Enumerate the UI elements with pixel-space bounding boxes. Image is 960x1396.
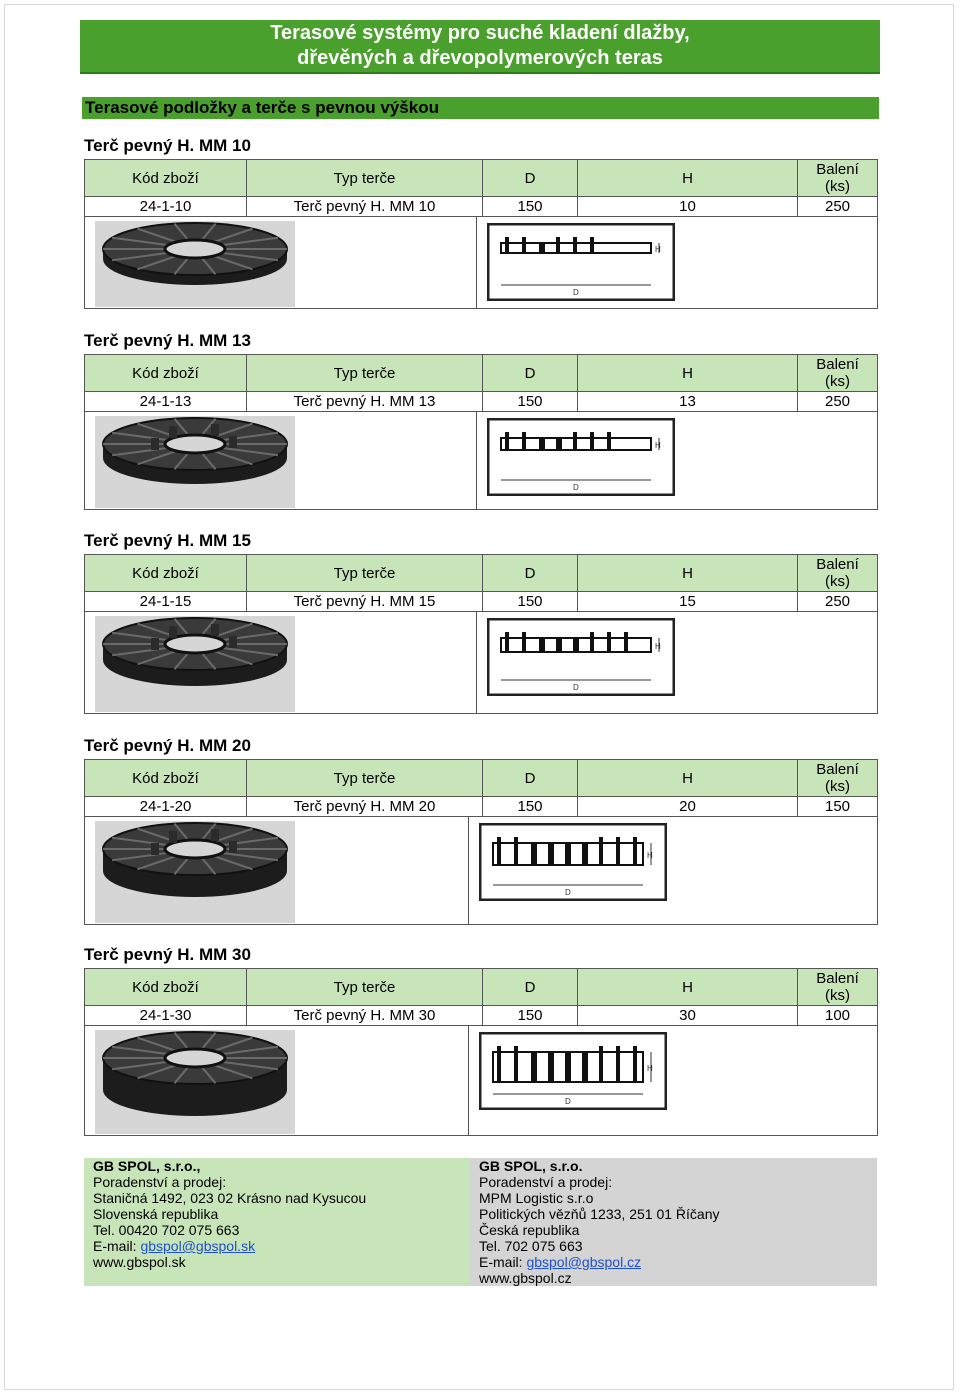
d-dimension-label: D — [573, 483, 579, 492]
cell-pack: 250 — [798, 592, 878, 612]
technical-drawing-cell — [469, 1026, 877, 1135]
pack-unit: (ks) — [825, 987, 850, 1004]
column-header-type: Typ terče — [247, 160, 483, 197]
category-banner: Terasové podložky a terče s pevnou výškou — [82, 97, 879, 119]
section-title: Terč pevný H. MM 20 — [84, 736, 251, 755]
cell-d: 150 — [483, 392, 578, 412]
d-dimension-label: D — [573, 683, 579, 692]
pack-unit: (ks) — [825, 573, 850, 590]
technical-drawing-cell — [477, 612, 877, 713]
contact-slovakia — [84, 1158, 470, 1286]
column-header-d: D — [483, 969, 578, 1006]
column-header-h: H — [578, 555, 798, 592]
column-header-type: Typ terče — [247, 355, 483, 392]
pack-label: Balení — [816, 356, 859, 373]
cell-code: 24-1-10 — [85, 197, 247, 217]
cell-pack: 250 — [798, 392, 878, 412]
contact-country: Česká republika — [479, 1222, 580, 1238]
cell-pack: 100 — [798, 1006, 878, 1026]
column-header-h: H — [578, 760, 798, 797]
cell-code: 24-1-15 — [85, 592, 247, 612]
contact-czech — [470, 1158, 877, 1286]
table-row — [85, 392, 878, 412]
column-header-code: Kód zboží — [85, 355, 247, 392]
table-header-row — [85, 555, 878, 592]
contact-website[interactable]: www.gbspol.cz — [479, 1270, 572, 1286]
table-row — [85, 1006, 878, 1026]
image-row — [84, 612, 878, 714]
technical-drawing-cell — [477, 412, 877, 509]
h-dimension-label: H — [655, 642, 661, 651]
product-section — [84, 135, 878, 309]
pedestal-photo — [95, 1030, 295, 1134]
product-section — [84, 735, 878, 925]
product-photo-cell — [85, 817, 469, 924]
column-header-pack — [798, 160, 878, 197]
pack-label: Balení — [816, 761, 859, 778]
cell-d: 150 — [483, 592, 578, 612]
column-header-h: H — [578, 355, 798, 392]
cell-h: 10 — [578, 197, 798, 217]
section-title: Terč pevný H. MM 15 — [84, 531, 251, 550]
contact-phone: Tel. 702 075 663 — [479, 1238, 583, 1254]
table-header-row — [85, 355, 878, 392]
contact-line: Poradenství a prodej: — [479, 1174, 613, 1190]
cell-type: Terč pevný H. MM 30 — [247, 1006, 483, 1026]
column-header-type: Typ terče — [247, 760, 483, 797]
pack-label: Balení — [816, 556, 859, 573]
image-row — [84, 217, 878, 309]
technical-drawing-cell — [469, 817, 877, 924]
pedestal-photo — [95, 416, 295, 508]
column-header-h: H — [578, 160, 798, 197]
contact-address: Staničná 1492, 023 02 Krásno nad Kysucou — [93, 1190, 367, 1206]
email-link[interactable]: gbspol@gbspol.cz — [526, 1254, 642, 1270]
email-label: E-mail: — [93, 1238, 141, 1254]
h-dimension-label: H — [647, 1064, 653, 1073]
section-title: Terč pevný H. MM 30 — [84, 945, 251, 964]
product-table — [84, 554, 878, 612]
column-header-pack — [798, 555, 878, 592]
cell-h: 15 — [578, 592, 798, 612]
column-header-type: Typ terče — [247, 555, 483, 592]
table-header-row — [85, 160, 878, 197]
pedestal-photo — [95, 821, 295, 923]
product-section — [84, 530, 878, 714]
cell-d: 150 — [483, 197, 578, 217]
cell-h: 13 — [578, 392, 798, 412]
company-name: GB SPOL, s.r.o. — [479, 1158, 583, 1174]
section-title: Terč pevný H. MM 13 — [84, 331, 251, 350]
h-dimension-label: H — [647, 851, 653, 860]
cell-h: 30 — [578, 1006, 798, 1026]
column-header-pack — [798, 760, 878, 797]
cell-code: 24-1-20 — [85, 797, 247, 817]
pedestal-photo — [95, 221, 295, 307]
technical-drawing — [487, 223, 675, 301]
column-header-d: D — [483, 760, 578, 797]
cell-pack: 150 — [798, 797, 878, 817]
contact-phone: Tel. 00420 702 075 663 — [93, 1222, 240, 1238]
cell-h: 20 — [578, 797, 798, 817]
product-photo-cell — [85, 217, 477, 308]
image-row — [84, 412, 878, 510]
technical-drawing — [487, 418, 675, 496]
contact-line: Poradenství a prodej: — [93, 1174, 227, 1190]
image-row — [84, 1026, 878, 1136]
product-table — [84, 968, 878, 1026]
column-header-d: D — [483, 160, 578, 197]
table-row — [85, 592, 878, 612]
product-photo-cell — [85, 1026, 469, 1135]
contact-partner: MPM Logistic s.r.o — [479, 1190, 594, 1206]
technical-drawing — [479, 823, 667, 901]
technical-drawing — [479, 1032, 667, 1110]
technical-drawing — [487, 618, 675, 696]
column-header-type: Typ terče — [247, 969, 483, 1006]
company-name: GB SPOL, s.r.o., — [93, 1158, 201, 1174]
product-table — [84, 759, 878, 817]
column-header-d: D — [483, 555, 578, 592]
contact-website[interactable]: www.gbspol.sk — [93, 1254, 186, 1270]
cell-type: Terč pevný H. MM 10 — [247, 197, 483, 217]
main-title-line2: dřevěných a dřevopolymerových teras — [297, 47, 663, 69]
table-row — [85, 197, 878, 217]
d-dimension-label: D — [565, 888, 571, 897]
cell-code: 24-1-13 — [85, 392, 247, 412]
h-dimension-label: H — [655, 245, 661, 254]
table-header-row — [85, 969, 878, 1006]
product-table — [84, 159, 878, 217]
product-section — [84, 944, 878, 1136]
image-row — [84, 817, 878, 925]
d-dimension-label: D — [565, 1097, 571, 1106]
cell-pack: 250 — [798, 197, 878, 217]
column-header-pack — [798, 969, 878, 1006]
section-title: Terč pevný H. MM 10 — [84, 136, 251, 155]
column-header-code: Kód zboží — [85, 760, 247, 797]
cell-type: Terč pevný H. MM 13 — [247, 392, 483, 412]
pack-unit: (ks) — [825, 373, 850, 390]
pack-unit: (ks) — [825, 778, 850, 795]
email-label: E-mail: — [479, 1254, 527, 1270]
pack-unit: (ks) — [825, 178, 850, 195]
pack-label: Balení — [816, 970, 859, 987]
table-header-row — [85, 760, 878, 797]
product-table — [84, 354, 878, 412]
h-dimension-label: H — [655, 441, 661, 450]
contact-email-row — [479, 1254, 877, 1270]
technical-drawing-cell — [477, 217, 877, 308]
pack-label: Balení — [816, 161, 859, 178]
cell-d: 150 — [483, 797, 578, 817]
cell-type: Terč pevný H. MM 20 — [247, 797, 483, 817]
contact-address: Politických vězňů 1233, 251 01 Říčany — [479, 1206, 720, 1222]
email-link[interactable]: gbspol@gbspol.sk — [140, 1238, 256, 1254]
product-photo-cell — [85, 412, 477, 509]
column-header-code: Kód zboží — [85, 969, 247, 1006]
column-header-code: Kód zboží — [85, 160, 247, 197]
column-header-pack — [798, 355, 878, 392]
contact-email-row — [93, 1238, 470, 1254]
cell-d: 150 — [483, 1006, 578, 1026]
column-header-h: H — [578, 969, 798, 1006]
d-dimension-label: D — [573, 288, 579, 297]
column-header-d: D — [483, 355, 578, 392]
cell-code: 24-1-30 — [85, 1006, 247, 1026]
product-photo-cell — [85, 612, 477, 713]
product-section — [84, 330, 878, 510]
cell-type: Terč pevný H. MM 15 — [247, 592, 483, 612]
contact-footer — [84, 1158, 877, 1286]
column-header-code: Kód zboží — [85, 555, 247, 592]
main-title-line1: Terasové systémy pro suché kladení dlažby, — [270, 22, 690, 44]
main-title-banner — [80, 20, 880, 74]
table-row — [85, 797, 878, 817]
contact-country: Slovenská republika — [93, 1206, 219, 1222]
pedestal-photo — [95, 616, 295, 712]
